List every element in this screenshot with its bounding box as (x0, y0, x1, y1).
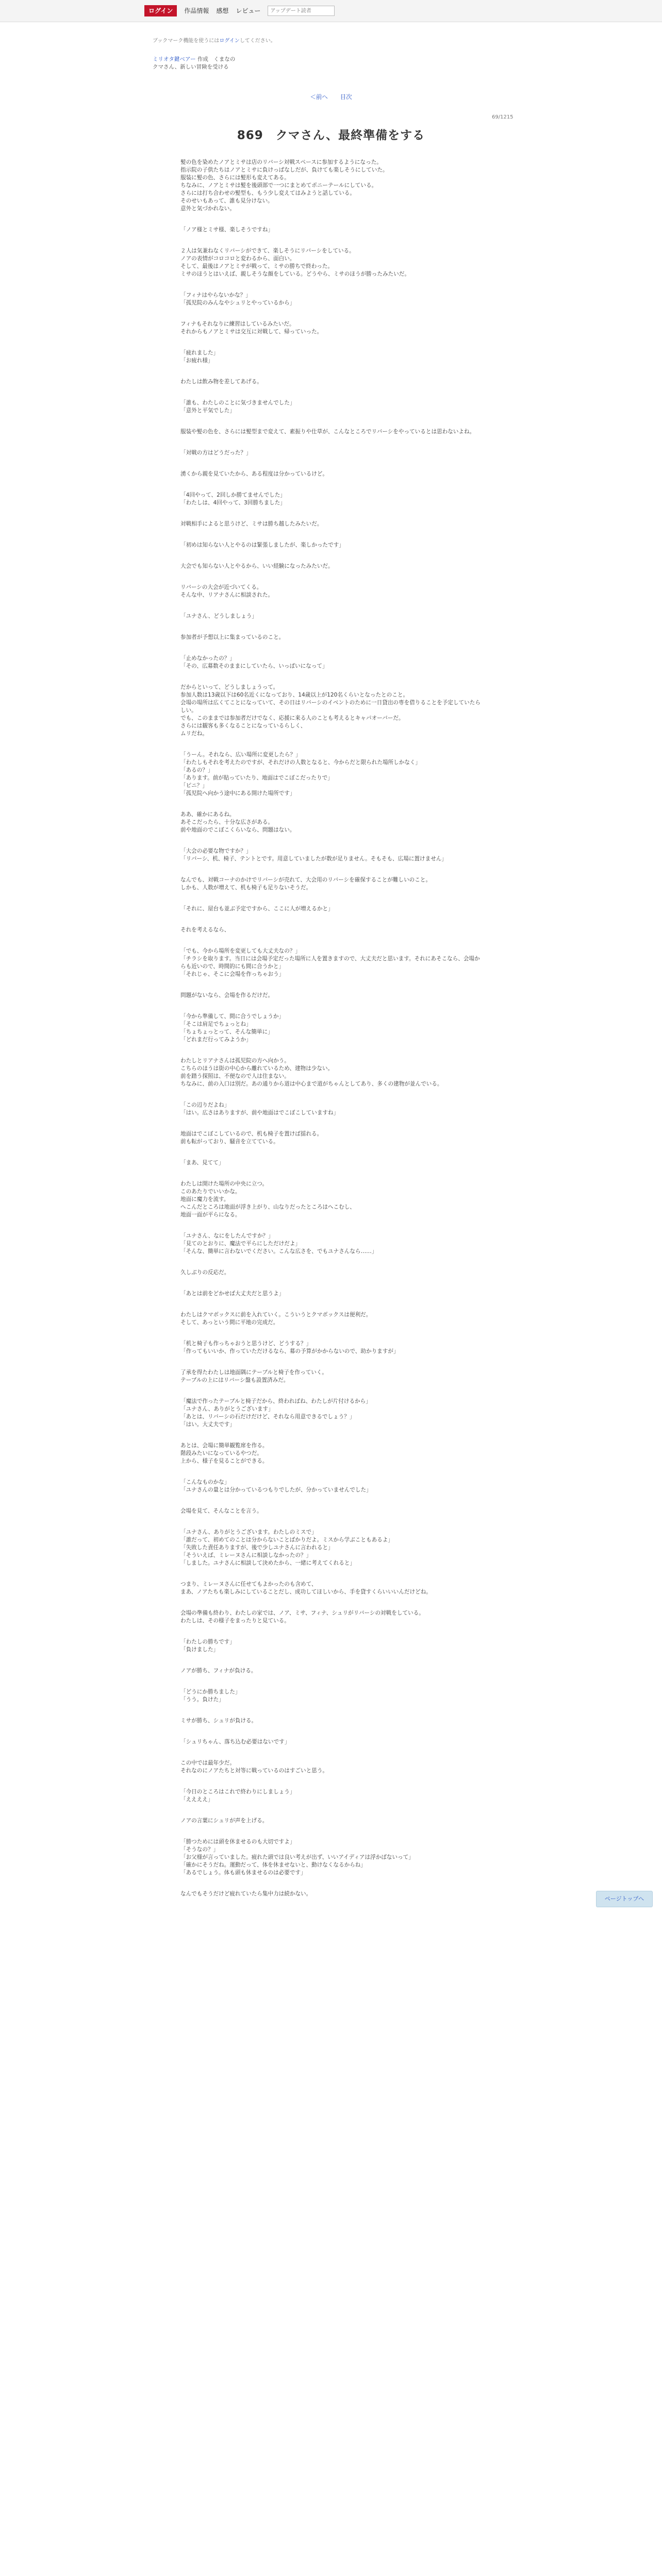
text-line: そんな中、リアナさんに相談された。 (180, 592, 274, 598)
text-line: 「あとは、リバーシの石だけだけど、それなら用意できるでしょう？」 (180, 1414, 355, 1420)
text-line: そのせいもあって、誰も見分けない。 (180, 198, 273, 204)
text-line: 「はい。大丈夫です」 (180, 1421, 235, 1428)
paragraph (180, 1738, 485, 1746)
text-line: 「それじゃ、そこに会場を作っちゃおう」 (180, 971, 285, 977)
text-line: 対戦相手によると思うけど、ミサは勝ち越したみたいだ。 (180, 521, 323, 527)
paragraph (180, 247, 485, 278)
page-top-button[interactable]: ページトップへ (596, 1891, 653, 1907)
paragraph (180, 492, 485, 507)
paragraph (180, 349, 485, 365)
text-line: 「シュリちゃん、落ち込む必要はないです」 (180, 1739, 290, 1745)
text-line: 階段みたいになっているやつだ。 (180, 1450, 262, 1456)
text-line: わたしは飲み物を差してあげる。 (180, 379, 262, 385)
paragraph (180, 1838, 485, 1877)
text-line: でも、このままでは参加者だけでなく、応援に来る人のことも考えるとキャパオーバーだ。 (180, 715, 404, 721)
paragraph (180, 1057, 485, 1088)
chapter-title: 869 クマさん、最終準備をする (237, 129, 425, 142)
text-line: 「魔法で作ったテーブルと椅子だから、終わればね、わたしが片付けるから」 (180, 1398, 371, 1404)
text-line: 前や地面のでこぼこくらいなら、問題はない。 (180, 827, 295, 833)
text-line: 「ちょちょっとって、そんな簡単に」 (180, 1029, 273, 1035)
text-line: 「わたしの勝ちです」 (180, 1639, 235, 1645)
series-meta (153, 56, 235, 71)
text-line: 「あとは前をどかせば大丈夫だと思うよ」 (180, 1291, 285, 1297)
text-line: 問題がないなら、会場を作るだけだ。 (180, 992, 274, 998)
text-line: ミサのほうとはいえば、親しそうな顔をしている。どうやら、ミサのほうが勝ったみたいだ。 (180, 271, 410, 277)
text-line: そして、あっという間に平地の完成だ。 (180, 1319, 279, 1326)
paragraph (180, 1013, 485, 1044)
text-line: 前も転がっており、騒音を立てている。 (180, 1139, 279, 1145)
nav-link-impressions[interactable]: 感想 (216, 7, 229, 14)
text-line: 「作ってもいいか、作っていただけるなら、募の予算がかからないので、助かりますが」 (180, 1348, 399, 1354)
paragraph (180, 1667, 485, 1675)
paragraph (180, 1101, 485, 1117)
text-line: わたしは、その様子をまったりと見ている。 (180, 1618, 290, 1624)
paragraph (180, 1398, 485, 1429)
text-line: なんでも、対戦コーナのかけでリバーシが売れて、大会用のリバーシを確保することが難しいのこと。 (180, 877, 432, 883)
text-line: 「フィナはやらないかな？」 (180, 292, 251, 298)
text-line: 「孤児院へ向かう途中にある開けた場所です」 (180, 790, 295, 796)
text-line: つまり、ミレーヌさんに任せてもよかったのも含めて、 (180, 1581, 317, 1587)
table-of-contents-link[interactable]: 目次 (340, 93, 352, 100)
text-line: 髪の色を染めたノアとミサは店のリバーシ対戦スペースに参加するようになった。 (180, 159, 382, 165)
text-line: 「どれまだ行ってみようか」 (180, 1037, 252, 1043)
text-line: 「どうにか勝ちました」 (180, 1689, 241, 1695)
text-line: 「ええええ」 (180, 1797, 213, 1803)
text-line: 「ユナさんの量とは分かっているつもりでしたが、分かっていませんでした」 (180, 1487, 372, 1493)
text-line: 「勝つためには頭を休ませるのも大切ですよ」 (180, 1839, 295, 1845)
text-line: 「あります。前が貼っていたり、地面はでこぼこだったりで」 (180, 775, 333, 781)
text-line: 「でも、今から場所を変更しても大丈夫なの？」 (180, 948, 301, 954)
text-line: 「わたしは、4回やって、3回勝ちました」 (180, 500, 286, 506)
text-line: 「孤児院のみんなやシュリとやっているから」 (180, 300, 295, 306)
text-line: 「そうなの？」 (180, 1846, 219, 1853)
text-line: 「ユナさん、ありがとうございます。わたしのミスで」 (180, 1529, 317, 1535)
text-line: 了承を得たわたしは地面隅にテーブルと椅子を作っていく。 (180, 1369, 327, 1376)
text-line: 参加者が予想以上に集まっているのこと。 (180, 634, 285, 640)
text-line: 「うう。負けた」 (180, 1697, 224, 1703)
paragraph (180, 811, 485, 834)
text-line: 前を踏う探照は、不便なので人は住まない。 (180, 1073, 290, 1079)
text-line: 「はい。広さはありますが、前や地面はでこぼこしていますね」 (180, 1110, 339, 1116)
series-title-link[interactable]: ミリオタ鍵ベアー (153, 56, 196, 62)
text-line: 「それに、屋台も並ぶ予定ですから、ここに人が増えるかと」 (180, 906, 334, 912)
text-line: 「お父様が言っていました。疲れた頭では良い考えが出ず、いいアイディアは浮かばないって」 (180, 1854, 414, 1860)
paragraph (180, 563, 485, 570)
paragraph (180, 1311, 485, 1327)
paragraph (180, 613, 485, 620)
text-line: 参加人数は13歳以下は60名近くになっており、14歳以上が120名くらいとなったとのこと。 (180, 692, 409, 698)
paragraph (180, 1442, 485, 1465)
text-line: 「しました。ユナさんに相談して決めたから、一緒に考えてくれると」 (180, 1560, 355, 1566)
text-line: 「初めは知らない人とやるのは緊張しましたが、楽しかったです」 (180, 542, 344, 548)
text-line: 「ユナさん、なにをしたんですか？」 (180, 1233, 274, 1239)
paragraph (180, 684, 485, 738)
text-line: 「その、広募数そのままにしていたら、いっぱいになって」 (180, 663, 328, 669)
text-line: こちらのほうは街の中心から離れているため、建物は少ない。 (180, 1065, 334, 1072)
paragraph (180, 1688, 485, 1704)
text-line: 「見てのとおりに、魔法で平らにしただけだよ」 (180, 1241, 301, 1247)
chapter-body (180, 159, 485, 1911)
paragraph (180, 655, 485, 670)
text-line: フィナもそれなりに練習はしているみたいだ。 (180, 321, 295, 327)
paragraph (180, 520, 485, 528)
text-line: 「まあ、見てて」 (180, 1160, 224, 1166)
top-navigation-bar (0, 0, 662, 22)
text-line: 「止めなかったの？」 (180, 655, 235, 662)
text-line: 湧くから親を見ていたから、ある程度は分かっているけど。 (180, 471, 328, 477)
text-line: 「こんなものかな」 (180, 1479, 230, 1485)
paragraph (180, 226, 485, 234)
paragraph (180, 320, 485, 336)
text-line: 「そういえば、ミレーヌさんに相談しなかったの？」 (180, 1552, 312, 1558)
text-line: ちなみに、前の入口は別だ。あの通りから道は中心まで道がちゃんとしてあり、多くの建物が並んでいる。 (180, 1081, 443, 1087)
text-line: 「ピニ？」 (180, 783, 208, 789)
text-line: 会場の準備も終わり、わたしの家では、ノア、ミサ、フィナ、シュリがリバーシの対戦をしている。 (180, 1610, 424, 1616)
text-line: 地面に魔力を流す。 (180, 1196, 229, 1202)
text-line: まあ、ノアたちも楽しみにしていることだし、成功してほしいから、手を貸すくらいいいんだけどね。 (180, 1589, 432, 1595)
text-line: 「この辺りだよね」 (180, 1102, 230, 1108)
search-input[interactable] (268, 6, 335, 16)
text-line: なんでもそうだけど疲れていたら集中力は続かない。 (180, 1891, 312, 1897)
paragraph (180, 947, 485, 978)
text-line: 「今から準備して、間に合うでしょうか」 (180, 1013, 285, 1020)
text-line: リバーシの大会が近づいてくる。 (180, 584, 262, 590)
text-line: それを考えるなら、 (180, 927, 230, 933)
text-line: このあたりでいいかな。 (180, 1189, 241, 1195)
text-line: 指示院の子供たちはノアとミサに負けっぱなしだが、負けても楽しそうにしていた。 (180, 167, 388, 173)
paragraph (180, 1340, 485, 1355)
text-line: 「お疲れ様」 (180, 358, 213, 364)
text-line: へこんだところは地面が浮き上がり、山なりだったところはへこむし、 (180, 1204, 355, 1210)
text-line: さらには観客も多くなることになっているらしく、 (180, 723, 306, 729)
paragraph (180, 378, 485, 386)
paragraph (180, 1638, 485, 1654)
login-button[interactable]: ログイン (144, 5, 177, 16)
nav-link-works-info[interactable]: 作品情報 (184, 7, 209, 14)
text-line: 「わたしもそれを考えたのですが、それだけの人数となると、今からだと限られた場所しかなく」 (180, 759, 421, 766)
paragraph (180, 470, 485, 478)
text-line: わたしはクマボックスに前を入れていく。こういうとクマボックスは便利だ。 (180, 1312, 372, 1318)
text-line: 「そこは肩足でちょっとね」 (180, 1021, 252, 1027)
text-line: 「チラシを取ります。当日には会場予定だった場所に人を置きますので、大丈夫だと思います。それにあそこなら、会場からも近いので、時間的にも間に合うかと」 (180, 956, 480, 970)
paragraph (180, 1130, 485, 1146)
text-line: 「疲れました」 (180, 350, 219, 356)
paragraph (180, 159, 485, 213)
text-line: 地面一面が平らになる。 (180, 1212, 241, 1218)
text-line: 「うーん。それなら、広い場所に変更したら？」 (180, 752, 301, 758)
nav-link-reviews[interactable]: レビュー (236, 7, 261, 14)
text-line: それなのにノアたちと対等に戦っているのはすごいと思う。 (180, 1768, 328, 1774)
text-line: 「誰だって、初めてのことは分からないことばかりだよ。ミスから学ぶこともあるよ」 (180, 1537, 393, 1543)
text-line: あとは、会場に簡単観覧席を作る。 (180, 1443, 268, 1449)
text-line: ああ、確かにあるね。 (180, 811, 235, 818)
paragraph (180, 1232, 485, 1256)
bookmark-notice-before: ブックマーク機能を使うには (153, 38, 220, 44)
paragraph (180, 1890, 485, 1898)
text-line: ２人は気兼ねなくリバーシができて、楽しそうにリバーシをしている。 (180, 248, 355, 254)
paragraph (180, 1507, 485, 1515)
text-line: 「意外と平気でした」 (180, 408, 235, 414)
bookmark-notice (153, 36, 276, 44)
text-line: わたしとリアナさんは孤児院の方へ向かう。 (180, 1058, 290, 1064)
series-line (153, 56, 235, 63)
paragraph (180, 1369, 485, 1384)
text-line: 「今日のところはこれで終わりにしましょう」 (180, 1789, 295, 1795)
top-navigation-inner (144, 5, 335, 17)
text-line: ノアの表情がコロコロと変わるから、面白い。 (180, 256, 295, 262)
text-line: あそこだったら、十分な広さがある。 (180, 819, 274, 825)
paragraph (180, 1717, 485, 1725)
paragraph (180, 292, 485, 307)
text-line: 大会でも知らない人とやるから、いい経験になったみたいだ。 (180, 563, 334, 569)
paragraph (180, 1159, 485, 1167)
text-line: テーブルの上にはリバーシ盤も設置済みだ。 (180, 1377, 289, 1383)
text-line: ムリだね。 (180, 731, 208, 737)
paragraph (180, 449, 485, 457)
paragraph (180, 541, 485, 549)
text-line: ノアが勝ち、フィナが負ける。 (180, 1668, 257, 1674)
text-line: 会場の場所は広くてことになっていて、その日はリバーシのイベントのために一日貸出の専を借りることを予定していたらしい。 (180, 700, 481, 714)
text-line: さらには打ち合わせの髪型も、もう少し変えてはみようと話している。 (180, 190, 355, 196)
text-line: 「大会の必要な物ですか？」 (180, 848, 252, 854)
paragraph (180, 399, 485, 415)
paragraph (180, 751, 485, 798)
chapter-pager (0, 93, 662, 101)
text-line: 「ユナさん、ありがとうございます」 (180, 1406, 274, 1412)
text-line: わたしは開けた場所の中央に立つ。 (180, 1181, 268, 1187)
text-line: 「そんな、簡単に言わないでください。こんな広さを、でもユナさんなら……」 (180, 1248, 377, 1255)
text-line: 「リバーシ、机、椅子、テントとです。用意していましたが数が足りません。そもそも、広場に置けません」 (180, 856, 447, 862)
text-line: 「机と椅子も作っちゃおうと思うけど、どうする？」 (180, 1341, 312, 1347)
paragraph (180, 1788, 485, 1804)
text-line: 「ユナさん、どうしましょう」 (180, 613, 257, 619)
text-line: ミサが勝ち、シュリが負ける。 (180, 1718, 257, 1724)
text-line: 上から、様子を見ることができる。 (180, 1458, 268, 1464)
text-line: 「ノア様とミサ様、楽しそうですね」 (180, 227, 274, 233)
text-line: 「誰も、わたしのことに気づきませんでした」 (180, 400, 295, 406)
text-line: 「確かにそうだね。運動だって、体を休ませないと、動けなくなるからね」 (180, 1862, 366, 1868)
paragraph (180, 1529, 485, 1567)
paragraph (180, 634, 485, 641)
text-line: 「負けました」 (180, 1647, 219, 1653)
text-line: 服装や髪の色を、さらには髪型まで変えて、素振りや仕草が、こんなところでリバーシをやっているとは思わないよね。 (180, 429, 475, 435)
paragraph (180, 1817, 485, 1825)
text-line: 服装に髪の色、さらには髪形も変えてある。 (180, 175, 290, 181)
paragraph (180, 905, 485, 913)
text-line: そして、最後はノアとミサが戦って、ミサの勝ちで終わった。 (180, 263, 333, 269)
paragraph (180, 848, 485, 863)
paragraph (180, 1581, 485, 1596)
text-line: それからもノアとミサは交互に対戦して、帰っていった。 (180, 329, 323, 335)
text-line: 「対戦の方はどうだった？」 (180, 450, 252, 456)
paragraph (180, 1609, 485, 1625)
series-author: 作成 くまなの (197, 56, 236, 62)
text-line: 「4回やって、2回しか勝てませんでした」 (180, 492, 286, 498)
paragraph (180, 926, 485, 934)
prev-chapter-link[interactable]: ＜前へ (310, 93, 328, 100)
text-line: 「あるでしょう。体も頭も休ませるのは必要です」 (180, 1870, 306, 1876)
text-line: しかも、人数が増えて、机も椅子も足りないそうだ。 (180, 885, 312, 891)
paragraph (180, 428, 485, 436)
bookmark-notice-after: してください。 (239, 38, 276, 44)
text-line: この中では最年少だ。 (180, 1760, 235, 1766)
text-line: ノアの言葉にシュリが声を上げる。 (180, 1818, 268, 1824)
text-line: だからといって、どうしましょうって。 (180, 684, 279, 690)
text-line: 地面はでこぼこしているので、机も椅子を置けば揺れる。 (180, 1131, 323, 1137)
text-line: 「あるの？」 (180, 767, 213, 773)
paragraph (180, 876, 485, 892)
text-line: ちなみに、ノアとミサは髪を後頭部で一つにまとめてポニーテールにしている。 (180, 182, 377, 189)
paragraph (180, 992, 485, 999)
paragraph (180, 1180, 485, 1219)
paragraph (180, 584, 485, 599)
bookmark-login-link[interactable]: ログイン (219, 38, 240, 44)
paragraph (180, 1269, 485, 1277)
chapter-subtitle: クマさん、新しい冒険を受ける (153, 64, 229, 70)
text-line: 意外と気づかれない。 (180, 206, 235, 212)
paragraph (180, 1759, 485, 1775)
paragraph (180, 1479, 485, 1494)
text-line: 会場を見て、そんなことを言う。 (180, 1508, 262, 1514)
page-number: 69/1215 (492, 114, 514, 120)
paragraph (180, 1290, 485, 1298)
text-line: 「失敗した責任ありますが、後で少しユナさんに言われると」 (180, 1545, 334, 1551)
text-line: 久しぶりの反応だ。 (180, 1269, 230, 1276)
